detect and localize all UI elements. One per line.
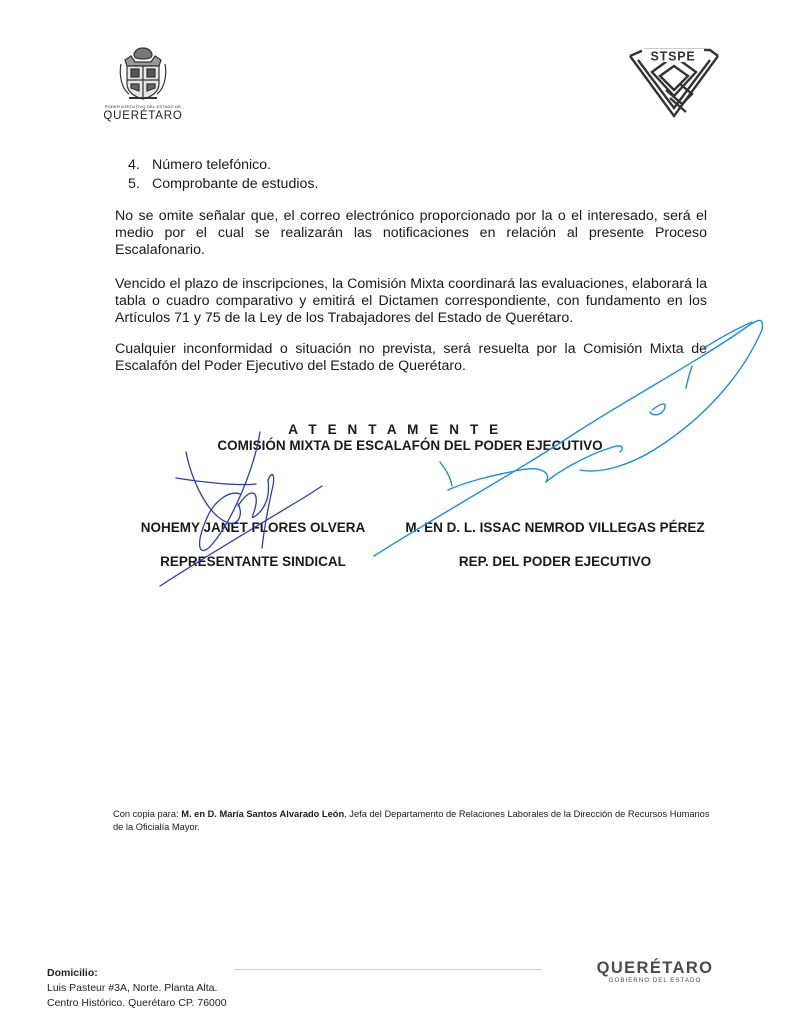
signatory-name-executive: M. EN D. L. ISSAC NEMROD VILLEGAS PÉREZ [405, 520, 705, 535]
state-logo [98, 44, 188, 130]
cc-person: M. en D. María Santos Alvarado León [181, 809, 345, 819]
commission-name: COMISIÓN MIXTA DE ESCALAFÓN DEL PODER EJECUTIVO [217, 438, 603, 453]
requirements-list [128, 156, 318, 193]
address-label: Domicilio: [47, 967, 98, 979]
paragraph-evaluation-process: Vencido el plazo de inscripciones, la Comisión Mixta coordinará las evaluaciones, elaborará la tabla o cuadro comparativo y emitirá el Dictamen correspondiente, con fundamento en los Artículos 71 y 75 de la Ley de los Trabajadores del Estado de Querétaro. [115, 276, 707, 326]
carbon-copy-note [113, 808, 713, 834]
closing-salutation: A T E N T A M E N T E [288, 422, 502, 437]
signatory-role-executive: REP. DEL PODER EJECUTIVO [458, 554, 652, 569]
signatory-role-union: REPRESENTANTE SINDICAL [160, 554, 346, 569]
paragraph-notification-email: No se omite señalar que, el correo electrónico proporcionado por la o el interesado, será el medio por el cual se realizarán las notificaciones en relación al presente Proceso Escalafonario. [115, 208, 707, 258]
list-item-text: Comprobante de estudios. [152, 175, 319, 192]
list-item [128, 175, 318, 194]
address-line: Luis Pasteur #3A, Norte. Planta Alta. [47, 982, 218, 994]
list-item-text: Número telefónico. [152, 157, 272, 173]
state-logo-caption: PODER EJECUTIVO DEL ESTADO DE [104, 104, 182, 109]
stspe-logo [626, 46, 722, 122]
list-item-number: 4. [128, 157, 140, 173]
signatory-name-union: NOHEMY JANET FLORES OLVERA [140, 520, 366, 535]
state-coat-of-arms-icon [117, 44, 169, 102]
state-logo-name: QUERÉTARO [103, 110, 183, 122]
footer-brand: QUERÉTARO [596, 959, 714, 977]
cc-prefix: Con copia para: [113, 809, 182, 819]
footer-divider [234, 969, 542, 970]
list-item-number: 5. [128, 175, 140, 192]
footer-brand-logo [584, 959, 726, 984]
list-item [128, 156, 318, 175]
footer-address [47, 966, 227, 1011]
stspe-union-logo-icon [626, 46, 722, 122]
cc-rest: , Jefa del Departamento de Relaciones Laborales de la Dirección de Recursos Humanos de la Oficialía Mayor. [113, 809, 710, 832]
address-line: Centro Histórico. Querétaro CP. 76000 [47, 997, 227, 1009]
stspe-logo-text: STSPE [650, 49, 696, 64]
paragraph-nonconformity: Cualquier inconformidad o situación no prevista, será resuelta por la Comisión Mixta de Escalafón del Poder Ejecutivo del Estado de Querétaro. [115, 341, 707, 374]
footer-brand-subtitle: GOBIERNO DEL ESTADO [608, 977, 702, 984]
